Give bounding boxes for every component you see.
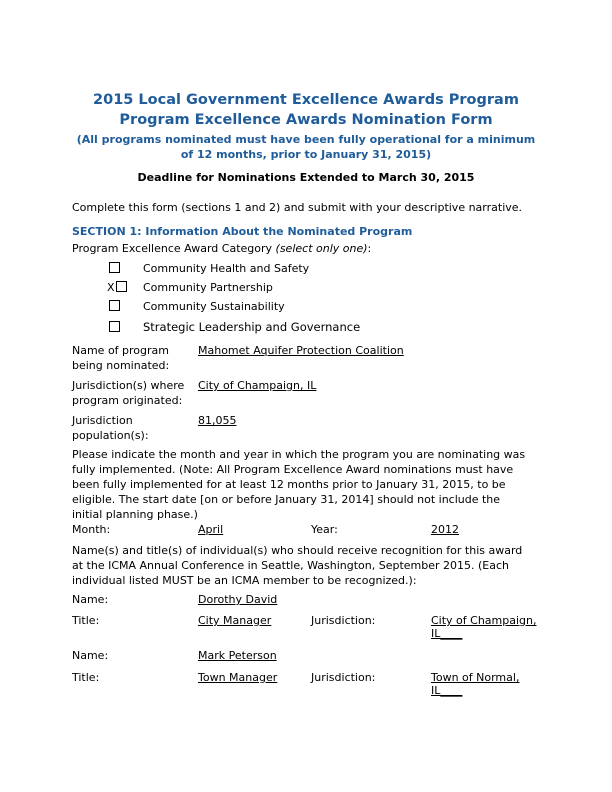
population-value[interactable]: 81,055 (198, 414, 237, 427)
eligibility-note-line2: of 12 months, prior to January 31, 2015) (180, 148, 432, 161)
implementation-line: initial planning phase.) (72, 508, 198, 521)
individual-jurisdiction-line1: Town of Normal, (431, 671, 520, 684)
individual-jurisdiction-line2: IL____ (431, 684, 463, 697)
year-value[interactable]: 2012 (431, 523, 459, 536)
individual-name[interactable]: Dorothy David (198, 593, 278, 606)
checkbox[interactable] (109, 262, 120, 273)
category-option-label: Community Sustainability (143, 300, 285, 313)
checkbox[interactable] (109, 321, 120, 332)
jurisdiction-field-label: Jurisdiction: (311, 671, 376, 684)
program-name-label (72, 343, 197, 373)
jurisdiction-label (72, 378, 197, 408)
category-hint: (select only one) (275, 242, 368, 255)
eligibility-note (0, 132, 612, 162)
individual-jurisdiction[interactable] (431, 671, 519, 697)
month-value[interactable]: April (198, 523, 224, 536)
title-label: Title: (72, 671, 100, 684)
intro-text: Complete this form (sections 1 and 2) and submit with your descriptive narrative. (72, 201, 523, 214)
jurisdiction-label-line2: program originated: (72, 394, 183, 407)
recognition-line: Name(s) and title(s) of individual(s) who should receive recognition for this award (72, 544, 523, 557)
year-label: Year: (311, 523, 338, 536)
category-colon: : (367, 242, 372, 255)
checkbox-mark: X (107, 281, 115, 294)
program-name-label-line2: being nominated: (72, 359, 170, 372)
deadline-notice: Deadline for Nominations Extended to March 30, 2015 (137, 171, 475, 184)
title-label: Title: (72, 614, 100, 627)
checkbox[interactable] (109, 300, 120, 311)
population-label-line1: Jurisdiction (72, 414, 133, 427)
program-name-label-line1: Name of program (72, 344, 170, 357)
name-label: Name: (72, 593, 109, 606)
category-option-label: Community Partnership (143, 281, 273, 294)
recognition-line: at the ICMA Annual Conference in Seattle, Washington, September 2015. (Each (72, 559, 510, 572)
individual-jurisdiction-line2: IL____ (431, 627, 463, 640)
eligibility-note-line1: (All programs nominated must have been fully operational for a minimum (76, 133, 536, 146)
month-label: Month: (72, 523, 111, 536)
jurisdiction-value[interactable]: City of Champaign, IL (198, 379, 317, 392)
implementation-line: Please indicate the month and year in which the program you are nominating was (72, 448, 526, 461)
implementation-line: fully implemented. (Note: All Program Excellence Award nominations must have (72, 463, 514, 476)
recognition-line: individual listed MUST be an ICMA member to be recognized.): (72, 574, 417, 587)
checkbox[interactable] (116, 281, 127, 292)
population-label-line2: population(s): (72, 429, 149, 442)
category-label-text: Program Excellence Award Category (72, 242, 276, 255)
category-option-label: Community Health and Safety (143, 262, 310, 275)
category-option-label: Strategic Leadership and Governance (143, 320, 361, 334)
section1-heading: SECTION 1: Information About the Nominated Program (72, 225, 413, 238)
implementation-line: been fully implemented for at least 12 months prior to January 31, 2015, to be (72, 478, 506, 491)
population-label (72, 413, 197, 443)
individual-jurisdiction[interactable] (431, 614, 537, 640)
name-label: Name: (72, 649, 109, 662)
category-label (72, 242, 371, 255)
form-subtitle: Program Excellence Awards Nomination Form (119, 112, 493, 128)
individual-title[interactable]: City Manager (198, 614, 272, 627)
jurisdiction-label-line1: Jurisdiction(s) where (72, 379, 185, 392)
program-name-value[interactable]: Mahomet Aquifer Protection Coalition (198, 344, 404, 357)
implementation-instructions (72, 447, 542, 522)
recognition-instructions (72, 543, 542, 588)
individual-name[interactable]: Mark Peterson (198, 649, 277, 662)
implementation-line: eligible. The start date [on or before January 31, 2014] should not include the (72, 493, 501, 506)
individual-jurisdiction-line1: City of Champaign, (431, 614, 537, 627)
individual-title[interactable]: Town Manager (198, 671, 278, 684)
form-title: 2015 Local Government Excellence Awards Program (93, 92, 519, 108)
jurisdiction-field-label: Jurisdiction: (311, 614, 376, 627)
